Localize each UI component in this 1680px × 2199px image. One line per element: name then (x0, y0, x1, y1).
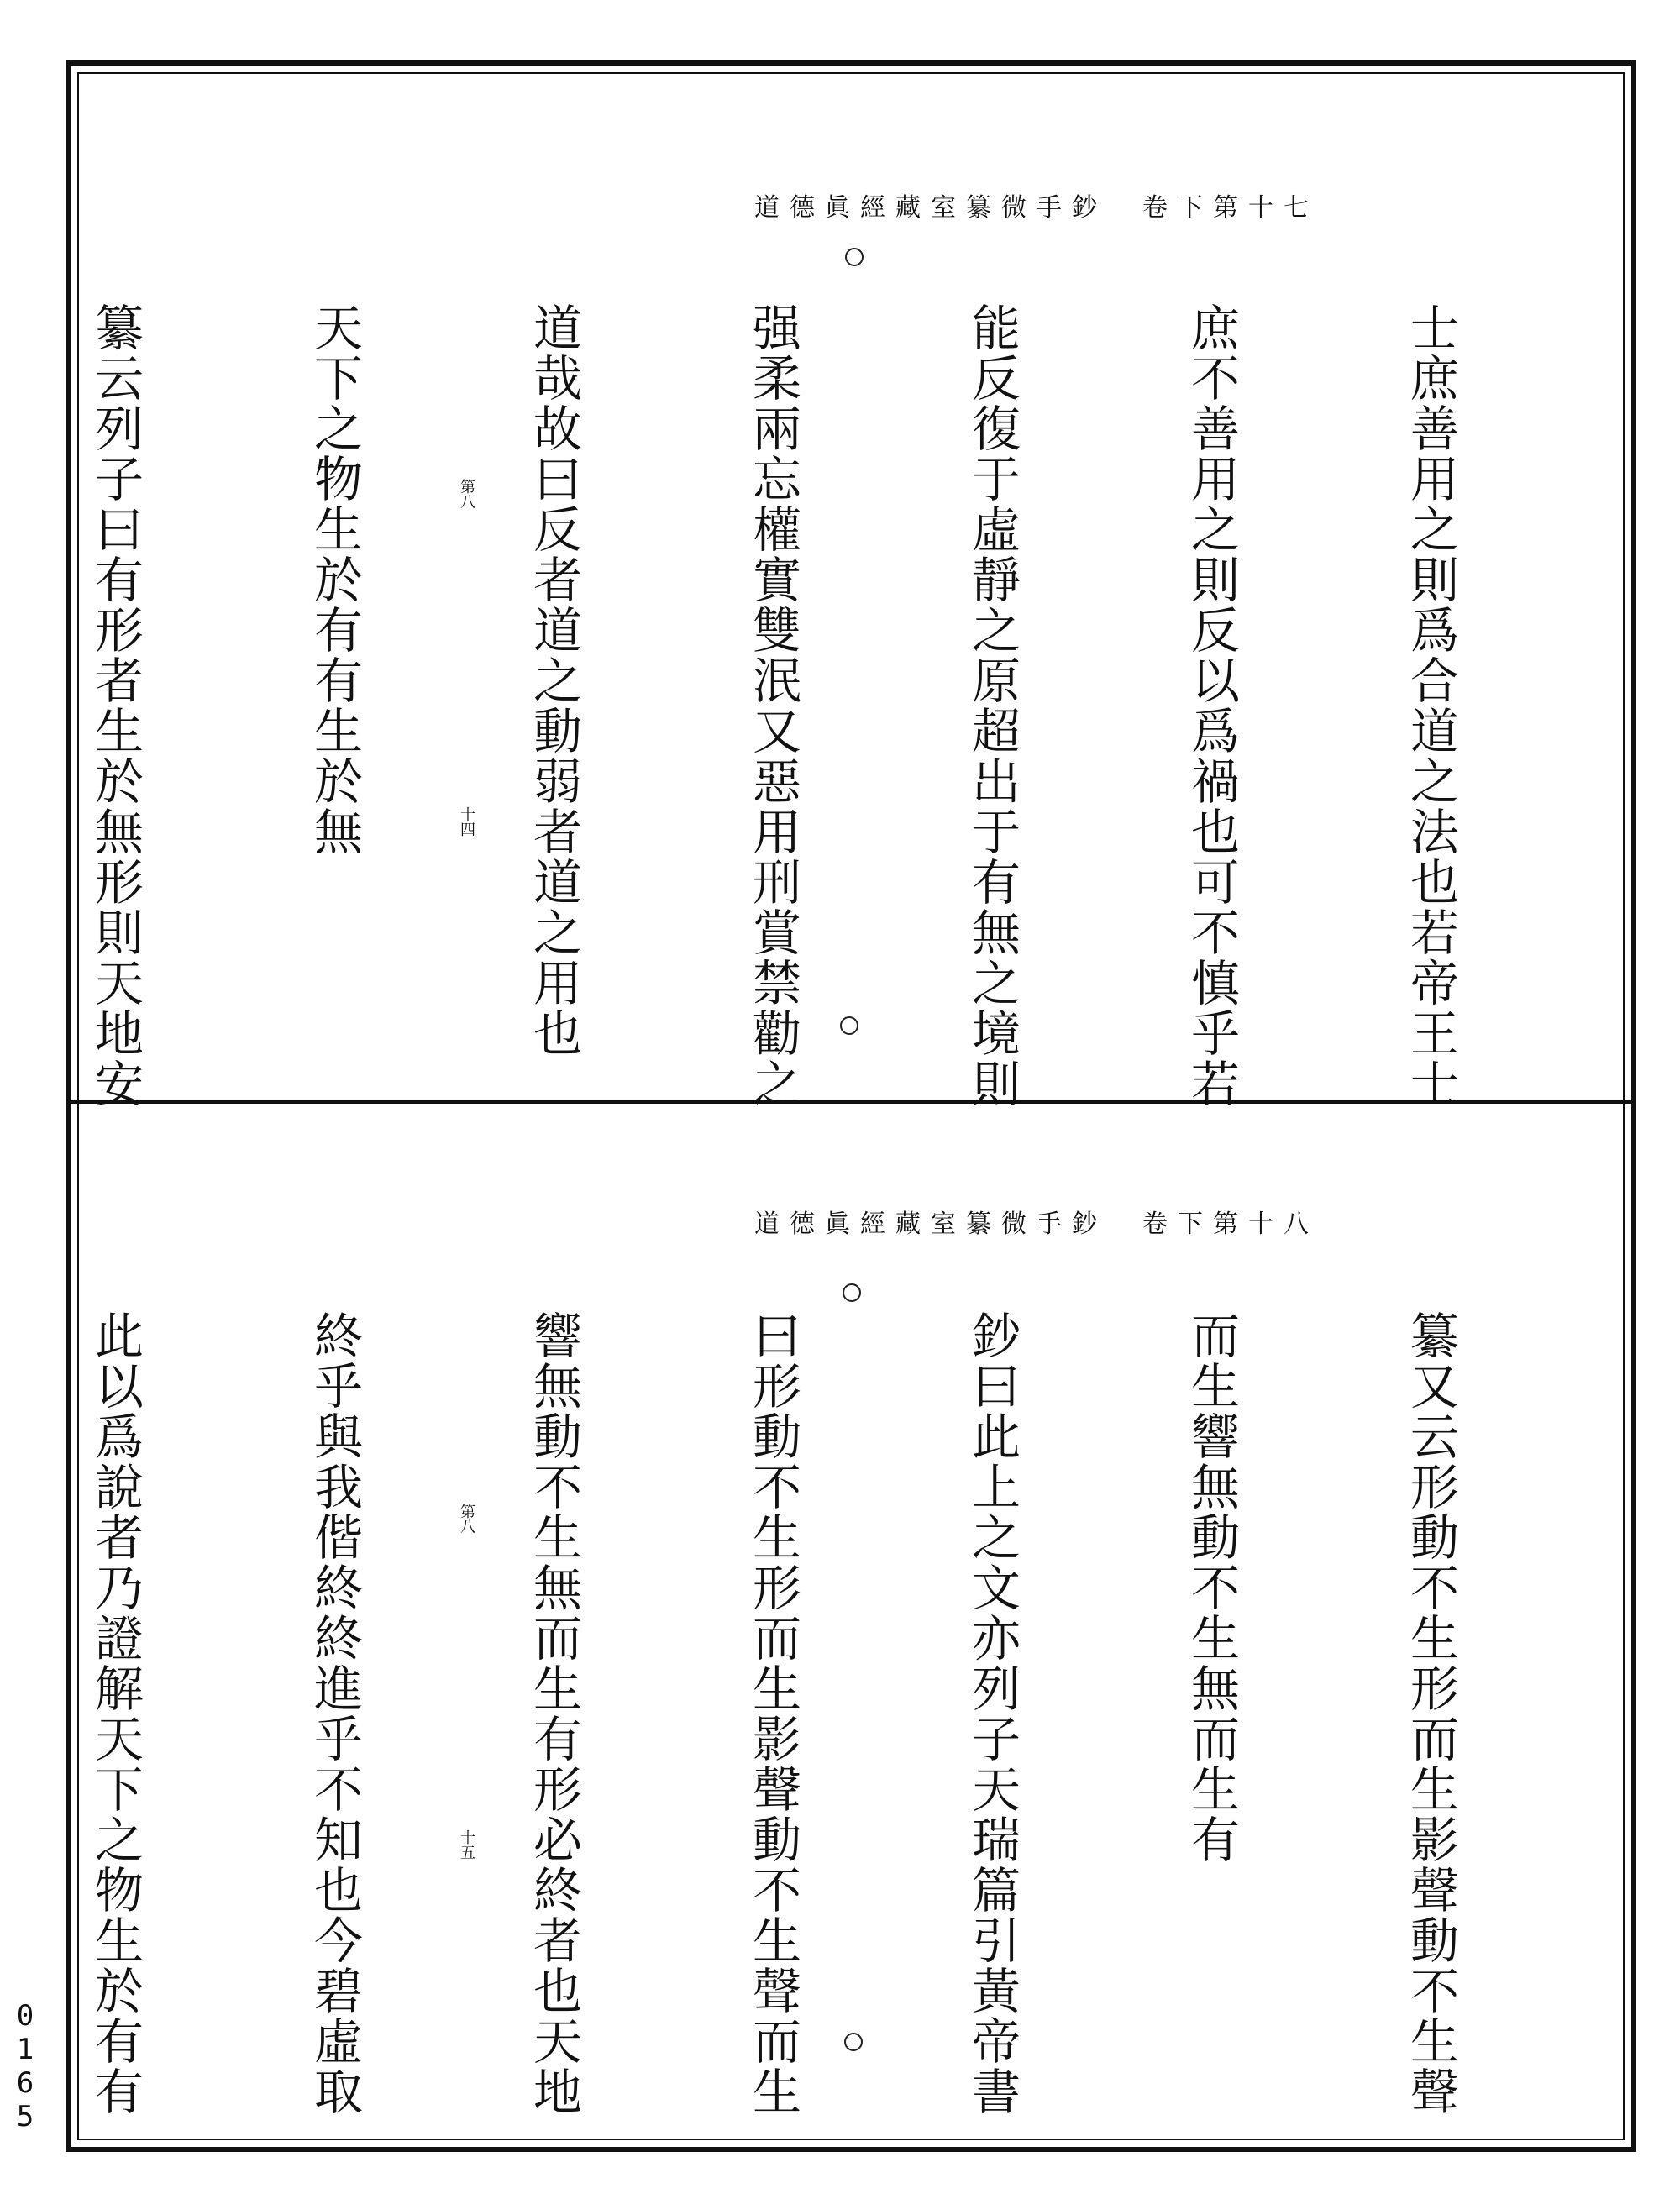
text-column: 曰形動不生形而生影聲動不生聲而生 (744, 1310, 801, 2117)
text-column: 鈔曰此上之文亦列子天瑞篇引黃帝書 (963, 1310, 1021, 2117)
bottom-leaf-header: 道德眞經藏室纂微手鈔 卷下第十八 (754, 1210, 1319, 1239)
text-column: 道哉故曰反者道之動弱者道之用也 (525, 302, 582, 1058)
text-column: 響無動不生無而生有形必終者也天地 (525, 1310, 582, 2117)
punctuation-circle (844, 2033, 863, 2051)
punctuation-circle (840, 1016, 858, 1035)
margin-note: 十五 (458, 1829, 475, 1860)
punctuation-circle (845, 248, 864, 266)
text-column: 終乎與我偕終終進乎不知也今碧虛取 (306, 1310, 363, 2117)
margin-note: 十四 (458, 806, 475, 837)
text-column: 此以爲說者乃證解天下之物生於有有 (87, 1310, 144, 2117)
text-column: 纂又云形動不生形而生影聲動不生聲 (1402, 1310, 1459, 2117)
top-leaf-header: 道德眞經藏室纂微手鈔 卷下第十七 (754, 193, 1319, 223)
punctuation-circle (843, 1283, 861, 1302)
margin-note: 第八 (458, 1504, 475, 1534)
text-column: 庶不善用之則反以爲禍也可不慎乎若 (1183, 302, 1240, 1109)
top-leaf-text (87, 302, 1613, 1176)
text-column: 士庶善用之則爲合道之法也若帝王士 (1402, 302, 1459, 1109)
text-column: 强柔兩忘權實雙泯又惡用刑賞禁勸之 (744, 302, 801, 1109)
margin-note: 第八 (458, 479, 475, 509)
text-column: 而生響無動不生無而生有 (1183, 1310, 1240, 1865)
text-column: 天下之物生於有有生於無 (306, 302, 363, 857)
text-column: 能反復于虛靜之原超出于有無之境則 (963, 302, 1021, 1109)
bottom-leaf-text (87, 1310, 1613, 2184)
text-column: 纂云列子曰有形者生於無形則天地安 (87, 302, 144, 1109)
page-number: 0 1 6 5 (16, 1999, 34, 2133)
